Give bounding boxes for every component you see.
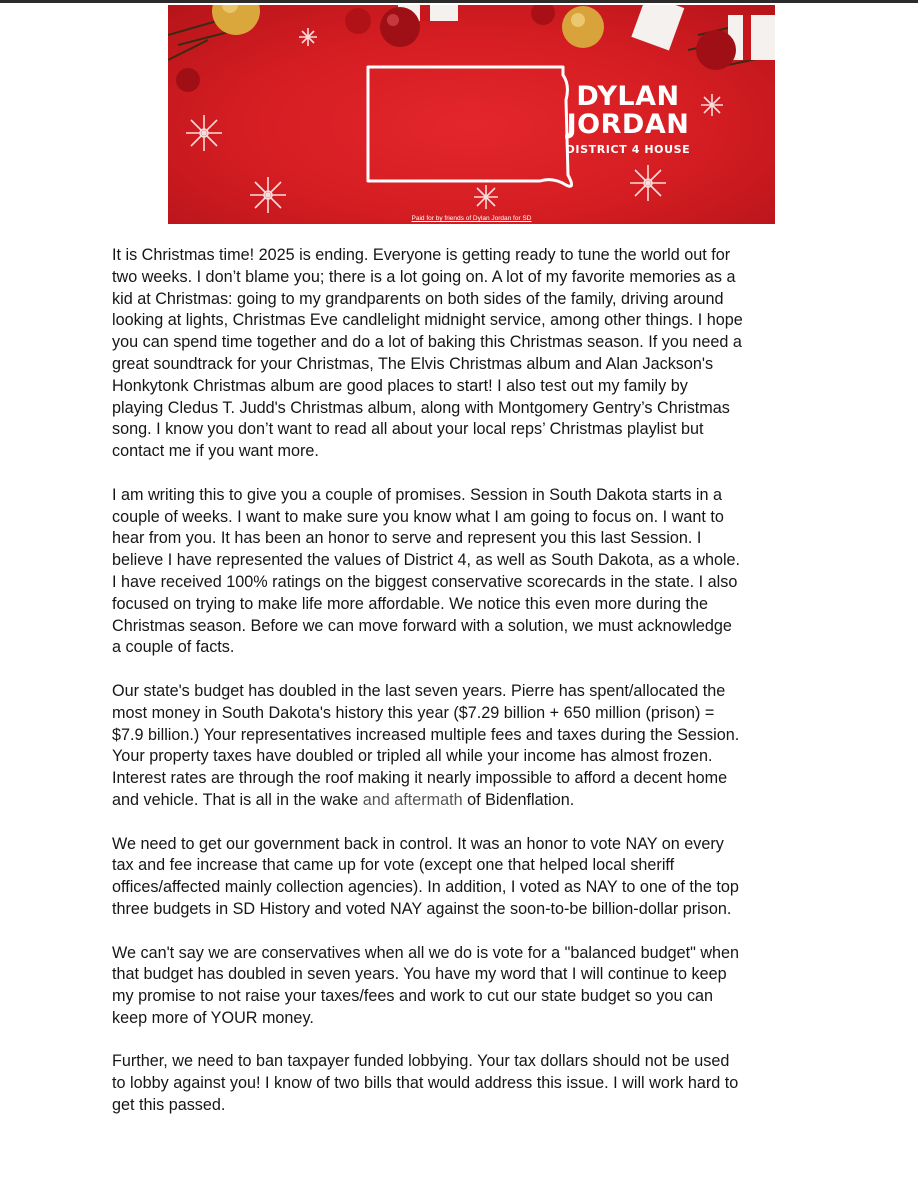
text-line: Our state's budget has doubled in the last seven years. Pierre has spent/allocated the — [112, 681, 726, 700]
top-border — [0, 0, 918, 3]
text-line: $7.9 billion.) Your representatives increased multiple fees and taxes during the Session. — [112, 725, 740, 744]
text-line — [112, 790, 842, 812]
muted-text-fragment: and aftermath — [362, 790, 463, 809]
text-line: three budgets in SD History and voted NAY against the soon-to-be billion-dollar prison. — [112, 899, 732, 918]
text-line: a couple of facts. — [112, 638, 235, 657]
text-line: Further, we need to ban taxpayer funded lobbying. Your tax dollars should not be used — [112, 1052, 730, 1071]
text-line: that budget has doubled in seven years. You have my word that I will continue to keep — [112, 965, 727, 984]
paragraph-government-control — [112, 834, 842, 921]
text-line: you can spend time together and do a lot of baking this Christmas season. If you need a — [112, 333, 742, 352]
paragraph-balanced-budget — [112, 943, 842, 1030]
paragraph-christmas — [112, 245, 842, 463]
text-line: We can't say we are conservatives when all we do is vote for a "balanced budget" when — [112, 943, 740, 962]
text-line: We need to get our government back in control. It was an honor to vote NAY on every — [112, 834, 724, 853]
text-line: playing Cledus T. Judd's Christmas album, along with Montgomery Gentry’s Christmas — [112, 398, 730, 417]
candidate-first-name: DYLAN — [576, 81, 680, 112]
text-line: to lobby against you! I know of two bills that would address this issue. I will work hard to — [112, 1074, 739, 1093]
text-line: contact me if you want more. — [112, 442, 319, 461]
text-line: believe I have represented the values of District 4, as well as South Dakota, as a whole. — [112, 551, 741, 570]
text-line: Christmas season. Before we can move forward with a solution, we must acknowledge — [112, 616, 732, 635]
text-line: Your property taxes have doubled or tripled all while your income has almost frozen. — [112, 747, 713, 766]
text-line: song. I know you don’t want to read all about your local reps’ Christmas playlist but — [112, 420, 704, 439]
text-line: looking at lights, Christmas Eve candlelight midnight service, among other things. I hope — [112, 311, 743, 330]
text-line: I am writing this to give you a couple of promises. Session in South Dakota starts in a — [112, 485, 723, 504]
text-line: two weeks. I don’t blame you; there is a lot going on. A lot of my favorite memories as a — [112, 267, 736, 286]
text-line: offices/affected mainly collection agencies). In addition, I voted as NAY to one of the top — [112, 878, 739, 897]
text-line: get this passed. — [112, 1096, 226, 1115]
paragraph-promises — [112, 485, 842, 659]
text-line: It is Christmas time! 2025 is ending. Everyone is getting ready to tune the world out for — [112, 246, 731, 264]
text-line: focused on trying to make life more affordable. We notice this even more during the — [112, 594, 708, 613]
text-line: hear from you. It has been an honor to serve and represent you this last Session. I — [112, 529, 702, 548]
paid-for-disclaimer: Paid for by friends of Dylan Jordan for SD — [411, 215, 532, 222]
paragraph-lobbying — [112, 1051, 842, 1116]
text-line: my promise to not raise your taxes/fees and work to cut our state budget so you can — [112, 987, 714, 1006]
text-line: tax and fee increase that came up for vote (except one that helped local sheriff — [112, 856, 675, 875]
candidate-name — [538, 83, 718, 139]
letter-body — [112, 245, 842, 1139]
text-fragment: of Bidenflation. — [462, 790, 575, 809]
text-fragment: and vehicle. That is all in the wake — [112, 790, 363, 809]
text-line: couple of weeks. I want to make sure you know what I am going to focus on. I want to — [112, 507, 724, 526]
text-line: keep more of YOUR money. — [112, 1008, 314, 1027]
text-line: great soundtrack for your Christmas, The Elvis Christmas album and Alan Jackson's — [112, 354, 714, 373]
candidate-last-name: JORDAN — [566, 109, 690, 140]
pine-branch-icon — [168, 15, 775, 65]
district-subtitle: DISTRICT 4 HOUSE — [565, 143, 691, 156]
text-line: most money in South Dakota's history this year ($7.29 billion + 650 million (prison) = — [112, 703, 715, 722]
christmas-banner — [168, 5, 775, 224]
text-line: Honkytonk Christmas album are good places to start! I also test out my family by — [112, 376, 688, 395]
text-line: Interest rates are through the roof making it nearly impossible to afford a decent home — [112, 769, 728, 788]
text-line: kid at Christmas: going to my grandparents on both sides of the family, driving around — [112, 289, 724, 308]
text-line: I have received 100% ratings on the biggest conservative scorecards in the state. I also — [112, 572, 738, 591]
paragraph-budget — [112, 681, 842, 812]
